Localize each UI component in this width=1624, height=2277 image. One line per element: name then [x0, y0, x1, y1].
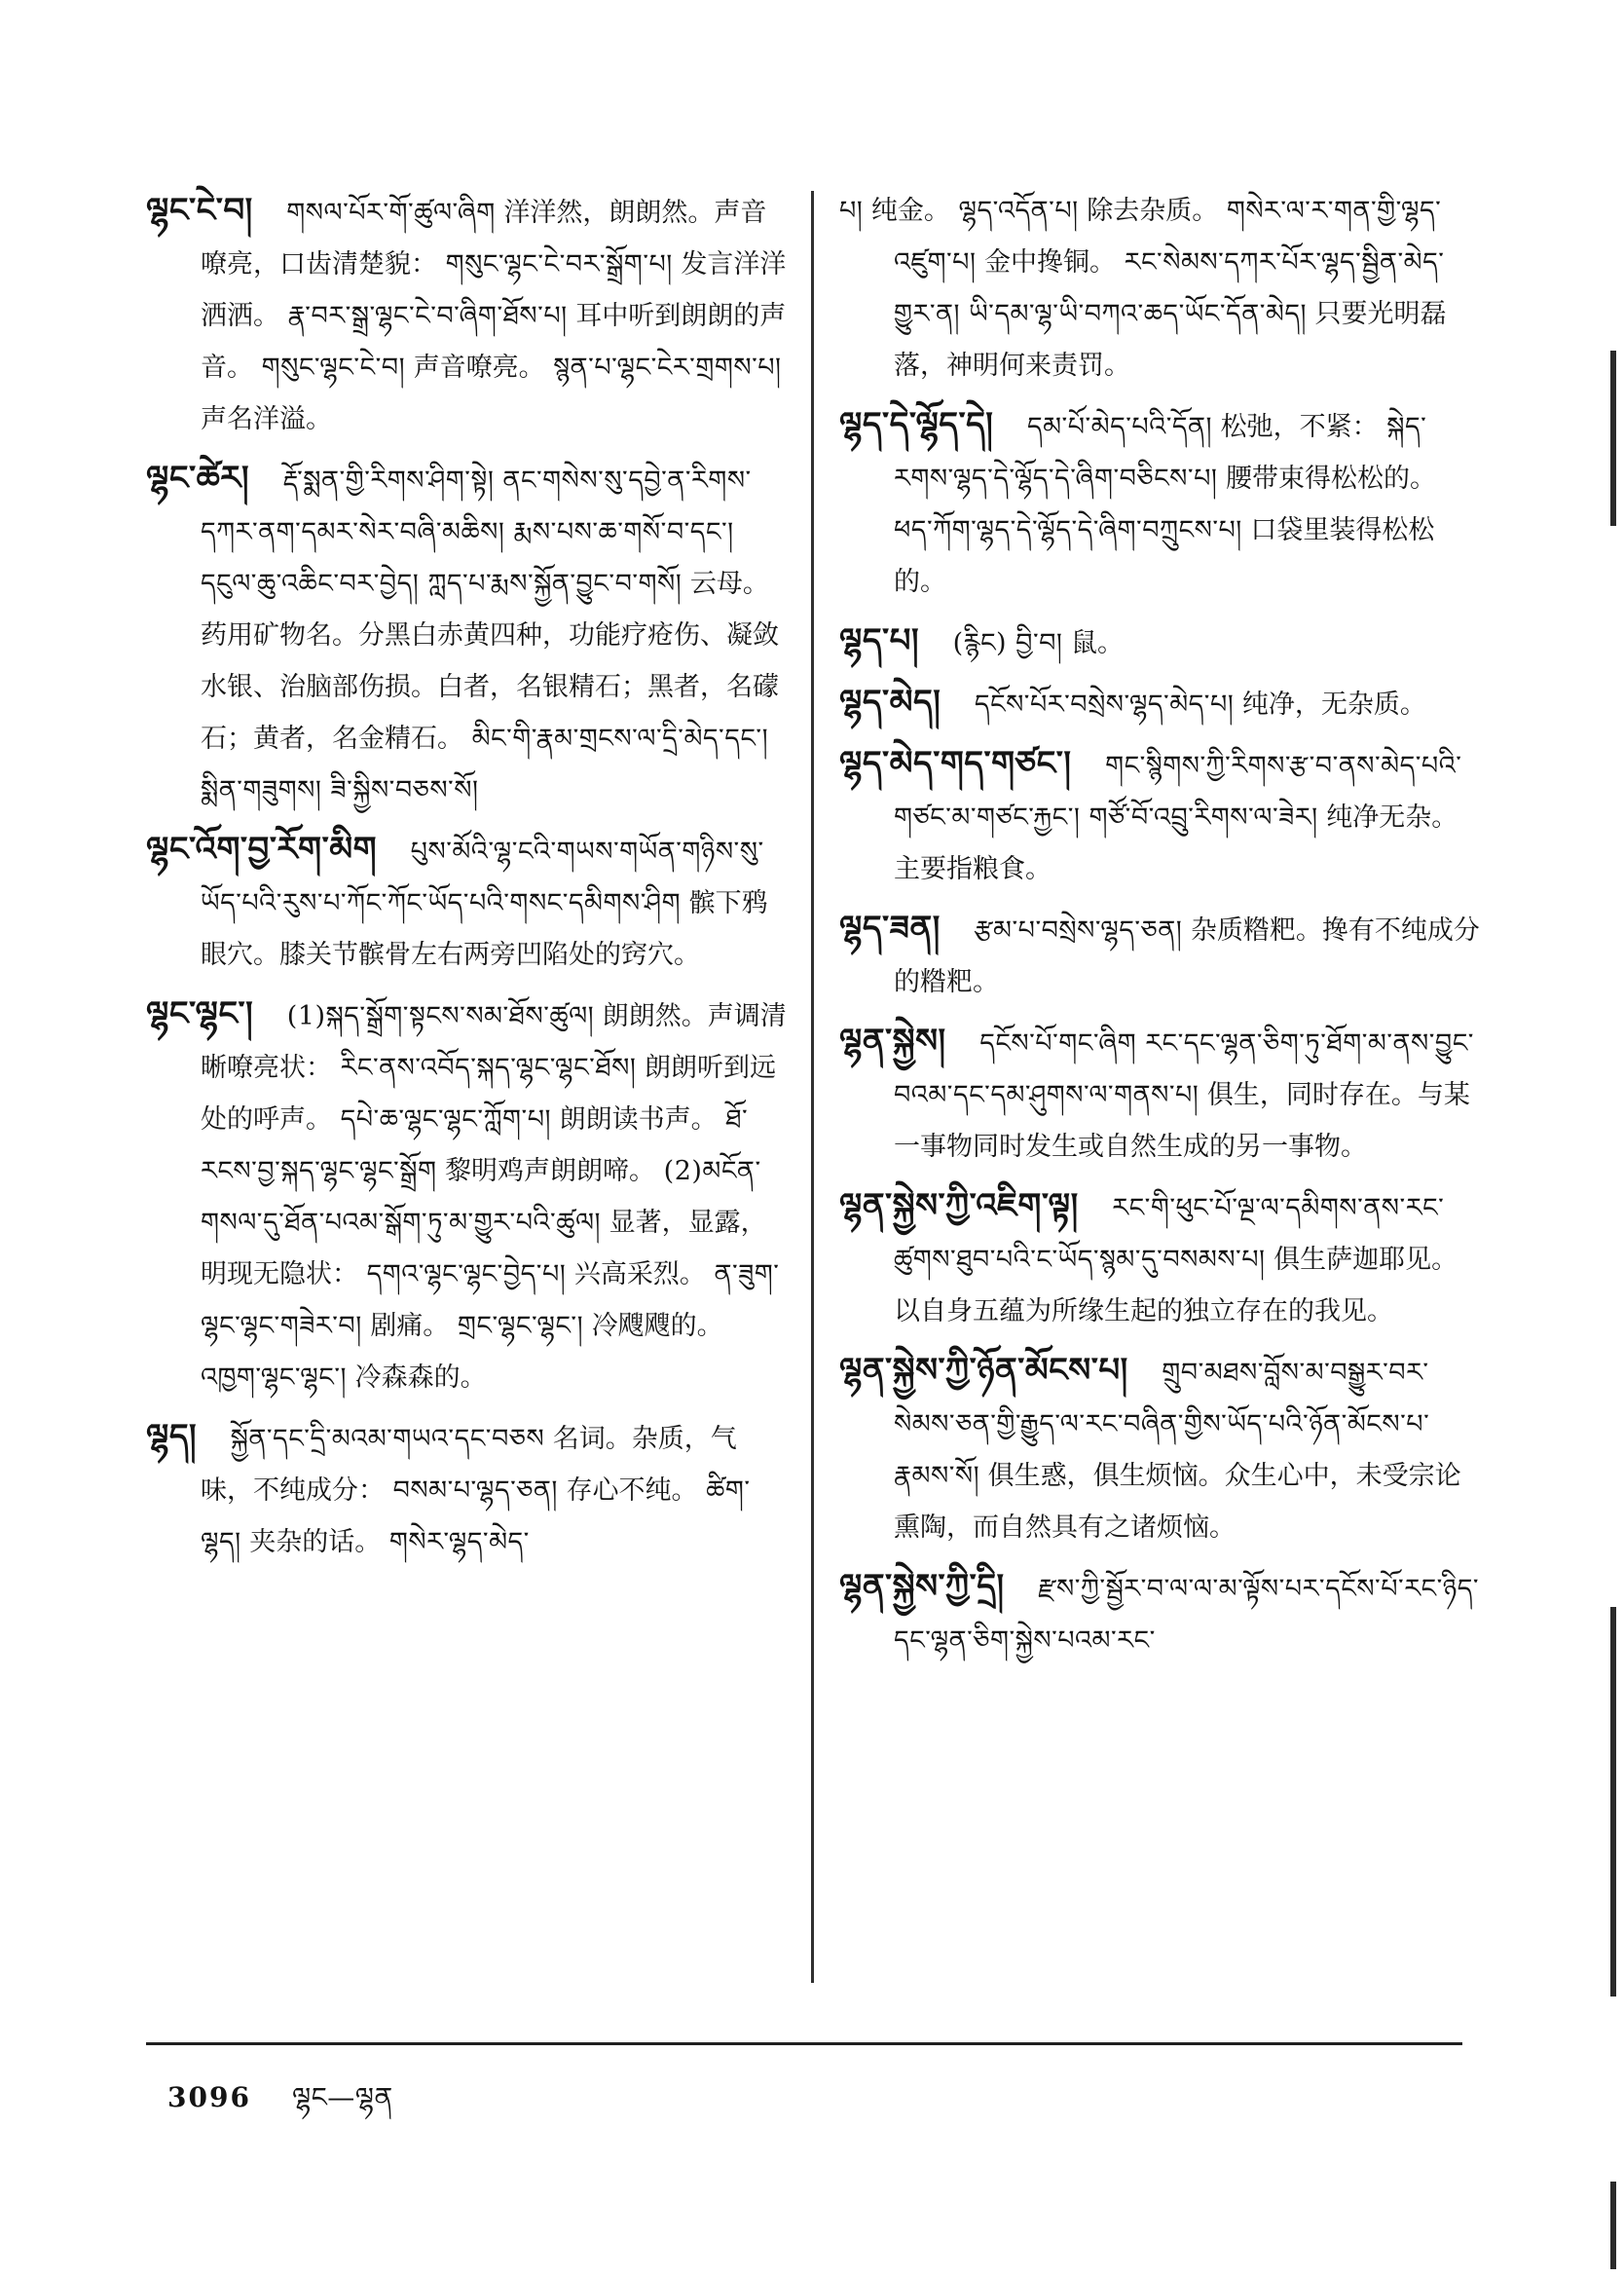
- headword: ལྷད་ཟན།: [839, 909, 941, 948]
- example-tibetan: ཐོ་རངས་བྱ་སྐད་ལྷང་ལྷང་སྒྲོག: [201, 1104, 749, 1186]
- example-chinese: 朗朗听到远处的呼声。: [201, 1053, 776, 1135]
- chinese-definition: 俱生萨迦耶见。以自身五蕴为所缘生起的独立存在的我见。: [894, 1245, 1458, 1326]
- scan-edge-mark: [1610, 2182, 1616, 2269]
- chinese-definition: 云母。药用矿物名。分黑白赤黄四种，功能疗疮伤、凝敛水银、治脑部伤损。白者，名银精石；黑者，名礞石；黄者，名金精石。: [201, 569, 779, 754]
- example-chinese: 朗朗读书声。: [559, 1104, 718, 1135]
- example-chinese: 除去杂质。: [1087, 196, 1219, 226]
- example-tibetan: རིང་ནས་འབོད་སྐད་ལྷང་ལྷང་ཐོས།: [340, 1053, 637, 1083]
- chinese-definition: 鼠。: [1071, 628, 1125, 658]
- headword: ལྷད་དེ་ལྷོད་དེ།: [839, 405, 994, 444]
- column-divider: [811, 191, 814, 1983]
- example-chinese: 口袋里装得松松的。: [894, 515, 1435, 597]
- tibetan-definition: སྐྱོན་དང་དྲི་མའམ་གཡའ་དང་བཅས: [230, 1424, 545, 1454]
- entry-lhad: [146, 1411, 789, 1568]
- example-tibetan: ན་ཟུག་ལྷང་ལྷང་གཟེར་བ།: [201, 1259, 780, 1341]
- example-tibetan: ཚིག་ལྷད།: [201, 1475, 751, 1557]
- example-chinese: 发言洋洋洒洒。: [201, 249, 787, 331]
- chinese-definition: 俱生惑，俱生烦恼。众生心中，未受宗论熏陶，而自然具有之诸烦恼。: [894, 1461, 1461, 1543]
- running-head: ལྷང—ལྷན: [291, 2081, 393, 2113]
- sense-2-chinese: 显著，显露，明现无隐状：: [201, 1208, 767, 1289]
- headword: ལྷང་ལྷང་།: [146, 994, 254, 1033]
- tibetan-definition: གསལ་པོར་གོ་ཚུལ་ཞིག: [286, 198, 496, 228]
- continued-tibetan: པ།: [839, 196, 864, 226]
- entry-lhan-skyes-kyi-jig-lta: [839, 1180, 1482, 1337]
- entry-lhan-skyes: [839, 1016, 1482, 1173]
- entry-lhad-de-lhod-de: [839, 399, 1482, 608]
- example-chinese: 冷飕飕的。: [591, 1311, 723, 1341]
- example-tibetan: རྣ་བར་སྒྲ་ལྷང་ངེ་བ་ཞིག་ཐོས་པ།: [287, 301, 568, 331]
- example-chinese: 只要光明磊落，神明何来责罚。: [894, 299, 1447, 381]
- entry-lhang-tsher: [146, 453, 789, 816]
- example-tibetan: བསམ་པ་ལྷད་ཅན།: [392, 1475, 558, 1506]
- continued-tibetan: གསེར་ལྷད་མེད་: [388, 1527, 530, 1557]
- scan-edge-mark: [1610, 1607, 1616, 1997]
- example-tibetan: ཕད་ཀོག་ལྷད་དེ་ལྷོད་དེ་ཞིག་བཀྲུངས་པ།: [894, 515, 1242, 545]
- chinese-definition: 纯净，无杂质。: [1241, 690, 1426, 720]
- example-tibetan: རང་སེམས་དཀར་པོར་ལྷད་སྦྱིན་མེད་གྱུར་ན། ཡི་དམ་ལྷ་ཡི་བཀའ་ཆད་ཡོང་དོན་མེད།: [894, 247, 1445, 329]
- entry-lhad-med-gad-gtsang: [839, 738, 1482, 895]
- tibetan-definition: གྲུབ་མཐས་བློས་མ་བསྒྱུར་བར་སེམས་ཅན་གྱི་རྒྱུད་ལ་རང་བཞིན་གྱིས་ཡོད་པའི་ཉོན་མོངས་པ་རྣམས་སོ།: [894, 1358, 1430, 1491]
- example-chinese: 冷森森的。: [354, 1362, 487, 1393]
- entry-lhan-skyes-kyi-dri: [839, 1561, 1482, 1666]
- entry-lhad-med: [839, 677, 1482, 730]
- chinese-definition: 洋洋然，朗朗然。声音嘹亮，口齿清楚貌：: [201, 198, 767, 280]
- example-tibetan: དཔེ་ཆ་ལྷང་ལྷང་ཀློག་པ།: [340, 1104, 552, 1135]
- example-tibetan: གསུང་ལྷང་ངེ་བར་སྒྲོག་པ།: [445, 249, 673, 280]
- example-chinese: 声音嘹亮。: [413, 353, 545, 383]
- tibetan-definition: གང་སྙིགས་ཀྱི་རིགས་རྩ་བ་ནས་མེད་པའི་གཙང་མ་གཙང་རྐྱང་། གཙོ་བོ་འབྲུ་རིགས་ལ་ཟེར།: [894, 751, 1462, 833]
- example-chinese: 耳中听到朗朗的声音。: [201, 301, 787, 383]
- example-chinese: 黎明鸡声朗朗啼。: [445, 1156, 656, 1186]
- chinese-definition: 纯金。: [870, 196, 950, 226]
- example-tibetan: ལྷད་འདོན་པ།: [958, 196, 1079, 226]
- example-chinese: 兴高采烈。: [573, 1259, 706, 1289]
- headword: ལྷན་སྐྱེས།: [839, 1022, 946, 1061]
- example-tibetan: དགའ་ལྷང་ལྷང་བྱེད་པ།: [366, 1259, 567, 1289]
- headword: ལྷན་སྐྱེས་ཀྱི་འཇིག་ལྟ།: [839, 1186, 1079, 1225]
- example-chinese: 腰带束得松松的。: [1225, 464, 1436, 494]
- right-column: [839, 185, 1482, 1674]
- example-chinese: 夹杂的话。: [249, 1527, 382, 1557]
- chinese-definition: 杂质糌粑。搀有不纯成分的糌粑。: [894, 915, 1480, 997]
- example-tibetan: གསེར་ལ་ར་གན་གྱི་ལྷད་འཛུག་པ།: [894, 196, 1442, 278]
- chinese-definition: 名词。杂质，气味，不纯成分：: [201, 1424, 737, 1506]
- chinese-definition: 髌下鸦眼穴。膝关节髌骨左右两旁凹陷处的窍穴。: [201, 888, 768, 970]
- tibetan-definition: (རྙིང) བྱི་བ།: [952, 628, 1063, 658]
- tibetan-definition: དམ་པོ་མེད་པའི་དོན།: [1026, 412, 1213, 442]
- headword: ལྷད་པ།: [839, 621, 919, 660]
- example-chinese: 剧痛。: [370, 1311, 450, 1341]
- example-chinese: 存心不纯。: [566, 1475, 698, 1506]
- footer-rule: [146, 2042, 1462, 2045]
- tibetan-definition: རྩམ་པ་བསྲེས་ལྷད་ཅན།: [974, 915, 1183, 946]
- synonyms-tibetan: མིང་གི་རྣམ་གྲངས་ལ་དྲི་མེད་དང་། སྨིན་གཟུགས། ཟི་སྐྱིས་བཅས་སོ།: [201, 724, 769, 805]
- chinese-definition: 纯净无杂。主要指粮食。: [894, 803, 1458, 884]
- entry-lhang-og-bya-rog-mig: [146, 824, 789, 981]
- example-chinese: 声名洋溢。: [201, 404, 332, 434]
- example-tibetan: འཁྱག་ལྷང་ལྷང་།: [201, 1362, 348, 1393]
- page-number: 3096: [167, 2081, 251, 2113]
- tibetan-definition: རྫས་ཀྱི་སྦྱོར་བ་ལ་ལ་མ་ལྟོས་པར་དངོས་པོ་རང་ཉིད་དང་ལྷན་ཅིག་སྐྱེས་པའམ་རང་: [894, 1574, 1480, 1656]
- tibetan-definition: པུས་མོའི་ལྷ་ངའི་གཡས་གཡོན་གཉིས་སུ་ཡོད་པའི་རུས་པ་ཀོང་ཀོང་ཡོད་པའི་གསང་དམིགས་ཤིག: [201, 837, 764, 918]
- entry-lhad-zan: [839, 903, 1482, 1008]
- scan-edge-mark: [1610, 351, 1616, 526]
- example-tibetan: གྲང་ལྷང་ལྷང་།: [457, 1311, 584, 1341]
- headword: ལྷན་སྐྱེས་ཀྱི་དྲི།: [839, 1567, 1005, 1606]
- tibetan-definition: དངོས་པོ་གང་ཞིག རང་དང་ལྷན་ཅིག་ཏུ་ཐོག་མ་ནས་བྱུང་བའམ་དང་དམ་ཤུགས་ལ་གནས་པ།: [894, 1028, 1474, 1110]
- example-tibetan: སྐེད་རགས་ལྷད་དེ་ལྷོད་དེ་ཞིག་བཅིངས་པ།: [894, 412, 1427, 494]
- chinese-definition: 俱生，同时存在。与某一事物同时发生或自然生成的另一事物。: [894, 1080, 1470, 1162]
- entry-lhan-skyes-kyi-nyon-mongs: [839, 1345, 1482, 1553]
- tibetan-definition: རང་གི་ཕུང་པོ་ལྔ་ལ་དམིགས་ནས་རང་ཚུགས་ཐུབ་པའི་ང་ཡོད་སྙམ་དུ་བསམས་པ།: [894, 1193, 1445, 1275]
- tibetan-definition: རྡོ་སྨན་གྱི་རིགས་ཤིག་སྟེ། ནང་གསེས་སུ་དབྱེ་ན་རིགས་དཀར་ནག་དམར་སེར་བཞི་མཆིས། རྨས་པས་ཆ་གསོ་བ་དང་། དངུལ་ཆུ་འཆིང་བར་བྱེད། ཀླད་པ་རྨས་སྐྱོན་བྱུང་བ་གསོ།: [201, 466, 752, 599]
- page-footer: [167, 2067, 393, 2144]
- entry-lhang-lhang: [146, 989, 789, 1403]
- tibetan-definition: (1)སྐད་སྒྲོག་སྟངས་སམ་ཐོས་ཚུལ།: [286, 1001, 595, 1031]
- example-tibetan: གསུང་ལྷང་ངེ་བ།: [261, 353, 406, 383]
- chinese-definition: 松弛，不紧：: [1220, 412, 1379, 442]
- headword: ལྷང་ངེ་བ།: [146, 191, 253, 230]
- headword: ལྷད།: [146, 1417, 198, 1456]
- headword: ལྷད་མེད་གད་གཙང་།: [839, 744, 1072, 783]
- headword: ལྷད་མེད།: [839, 683, 941, 722]
- headword: ལྷང་ཚེར།: [146, 459, 250, 498]
- headword: ལྷང་འོག་བྱ་རོག་མིག: [146, 830, 378, 869]
- headword: ལྷན་སྐྱེས་ཀྱི་ཉོན་མོངས་པ།: [839, 1351, 1128, 1390]
- entry-lhang-nge-ba: [146, 185, 789, 445]
- left-column: [146, 185, 789, 1576]
- example-chinese: 金中搀铜。: [984, 247, 1117, 278]
- chinese-definition: 朗朗然。声调清晰嘹亮状：: [201, 1001, 787, 1083]
- tibetan-definition: དངོས་པོར་བསྲེས་ལྷད་མེད་པ།: [974, 690, 1235, 720]
- entry-lhad-pa: [839, 616, 1482, 669]
- entry-continuation: [839, 185, 1482, 392]
- example-tibetan: སྙན་པ་ལྷང་ངེར་གྲགས་པ།: [553, 353, 782, 383]
- sense-2-tibetan: (2)མངོན་གསལ་དུ་ཐོན་པའམ་སྒོག་ཏུ་མ་གྱུར་པའི་ཚུལ།: [201, 1156, 761, 1238]
